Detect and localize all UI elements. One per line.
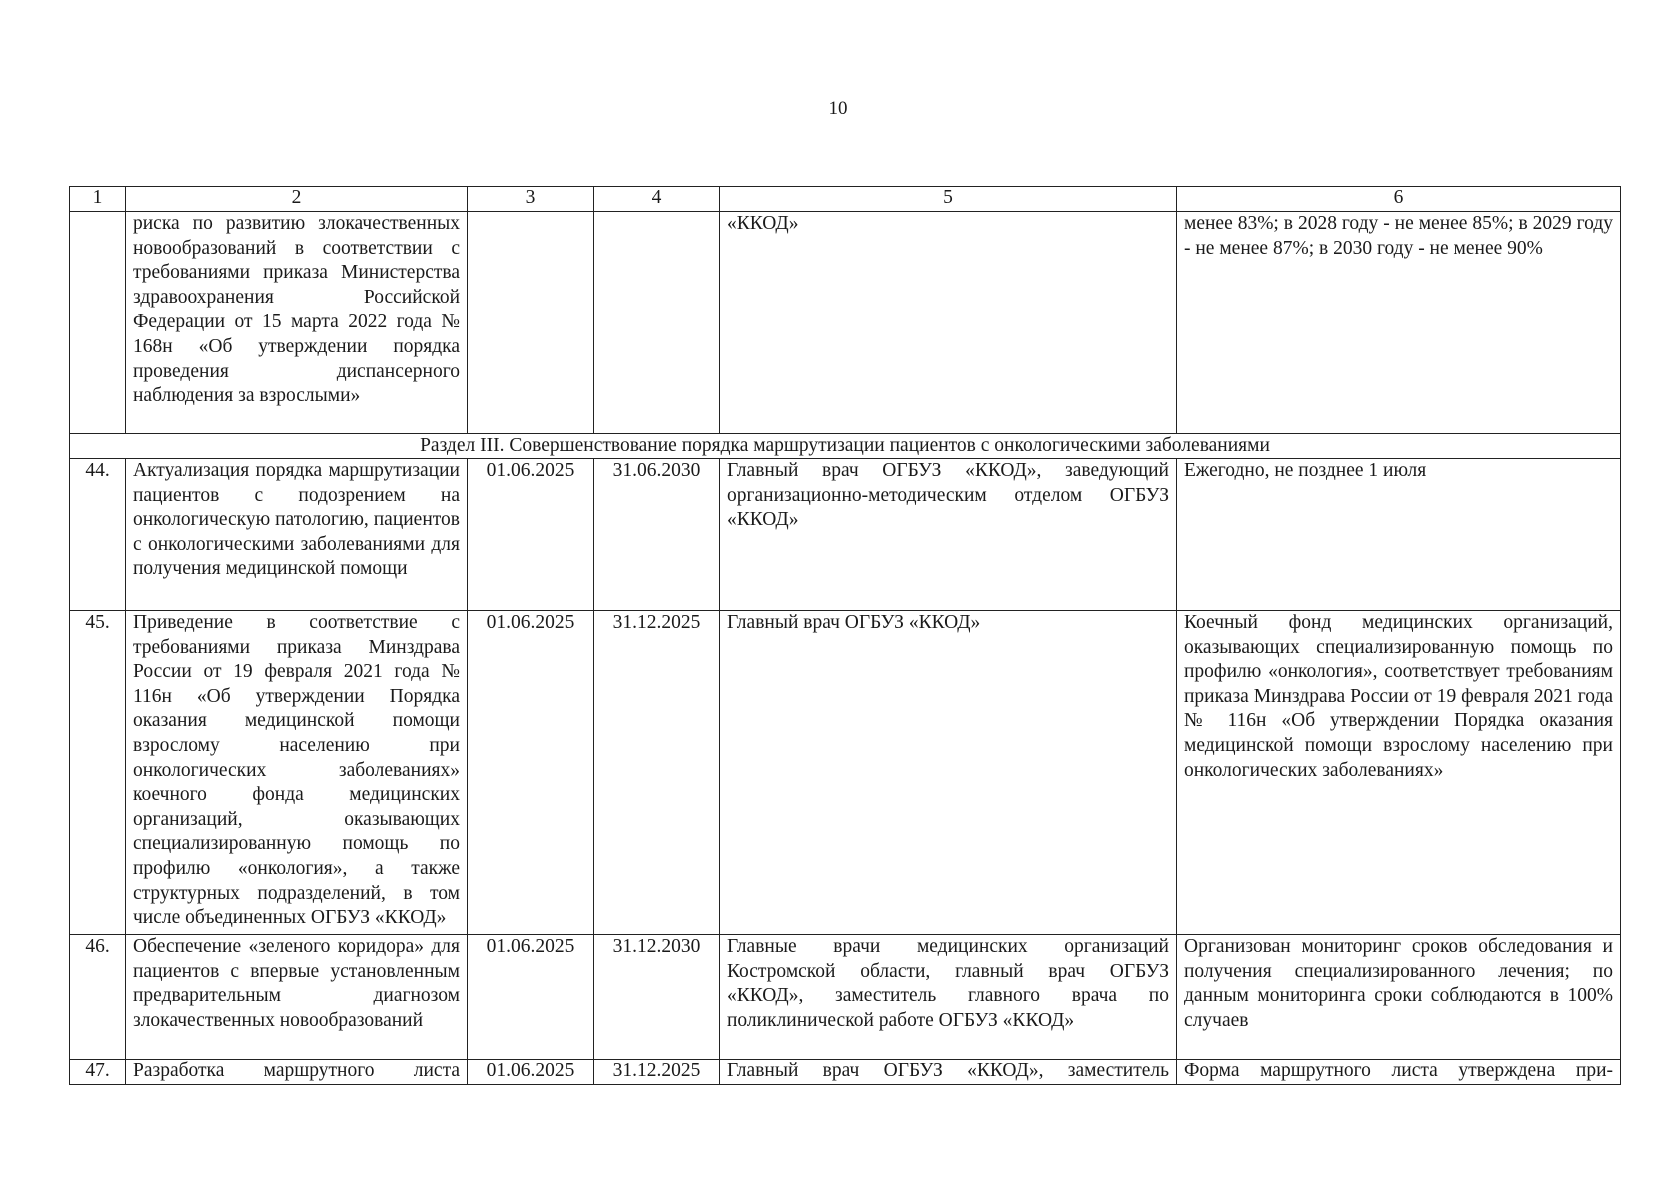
row-number-cell — [70, 212, 126, 434]
table-row — [70, 935, 1621, 1060]
table-header-row — [70, 187, 1621, 212]
task-cell: Приведение в соответствие с требованиями приказа Минздрава России от 19 февраля 2021 года № 116н «Об утверждении Порядка оказания медицинской помощи взрослому населению при онкологических заболеваниях» коечного фонда медицинских организаций, оказывающих специализированную помощь по профилю «онкология», а также структурных подразделений, в том числе объединенных ОГБУЗ «ККОД» — [126, 611, 468, 935]
column-header: 6 — [1177, 187, 1621, 212]
row-number-cell: 47. — [70, 1060, 126, 1085]
row-number-cell: 45. — [70, 611, 126, 935]
responsible-cell: Главный врач ОГБУЗ «ККОД» — [720, 611, 1177, 935]
column-header: 3 — [468, 187, 594, 212]
column-header: 2 — [126, 187, 468, 212]
result-cell: Организован мониторинг сроков обследования и получения специализированного лечения; по данным мониторинга сроки соблюдаются в 100% случаев — [1177, 935, 1621, 1060]
responsible-cell: Главные врачи медицинских организаций Костромской области, главный врач ОГБУЗ «ККОД», заместитель главного врача по поликлинической работе ОГБУЗ «ККОД» — [720, 935, 1177, 1060]
end-date-cell: 31.06.2030 — [594, 459, 720, 611]
column-header: 1 — [70, 187, 126, 212]
column-header: 5 — [720, 187, 1177, 212]
result-cell: Коечный фонд медицинских организаций, оказывающих специализированную помощь по профилю «онкология», соответствует требованиям приказа Минздрава России от 19 февраля 2021 года № 116н «Об утверждении Порядка оказания медицинской помощи взрослому населению при онкологических заболеваниях» — [1177, 611, 1621, 935]
end-date-cell: 31.12.2030 — [594, 935, 720, 1060]
section-title: Раздел III. Совершенствование порядка маршрутизации пациентов с онкологическими заболеваниями — [70, 434, 1621, 459]
start-date-cell — [468, 212, 594, 434]
responsible-cell: Главный врач ОГБУЗ «ККОД», заместитель — [720, 1060, 1177, 1085]
start-date-cell: 01.06.2025 — [468, 1060, 594, 1085]
end-date-cell: 31.12.2025 — [594, 1060, 720, 1085]
table-row — [70, 459, 1621, 611]
column-header: 4 — [594, 187, 720, 212]
row-number-cell: 46. — [70, 935, 126, 1060]
result-cell: Форма маршрутного листа утверждена при- — [1177, 1060, 1621, 1085]
page-number: 10 — [828, 98, 848, 119]
table-row-continued — [70, 212, 1621, 434]
result-cell: Ежегодно, не позднее 1 июля — [1177, 459, 1621, 611]
responsible-cell: «ККОД» — [720, 212, 1177, 434]
start-date-cell: 01.06.2025 — [468, 935, 594, 1060]
task-cell: Актуализация порядка маршрутизации пациентов с подозрением на онкологическую патологию, пациентов с онкологическими заболеваниями для получения медицинской помощи — [126, 459, 468, 611]
table-row — [70, 611, 1621, 935]
responsible-cell: Главный врач ОГБУЗ «ККОД», заведующий организационно-методическим отделом ОГБУЗ «ККОД» — [720, 459, 1177, 611]
task-cell: риска по развитию злокачественных новообразований в соответствии с требованиями приказа Министерства здравоохранения Российской Федерации от 15 марта 2022 года № 168н «Об утверждении порядка проведения диспансерного наблюдения за взрослыми» — [126, 212, 468, 434]
end-date-cell: 31.12.2025 — [594, 611, 720, 935]
table-row — [70, 1060, 1621, 1085]
row-number-cell: 44. — [70, 459, 126, 611]
end-date-cell — [594, 212, 720, 434]
section-row — [70, 434, 1621, 459]
task-cell: Обеспечение «зеленого коридора» для пациентов с впервые установленным предварительным диагнозом злокачественных новообразований — [126, 935, 468, 1060]
result-cell: менее 83%; в 2028 году - не менее 85%; в 2029 году - не менее 87%; в 2030 году - не менее 90% — [1177, 212, 1621, 434]
start-date-cell: 01.06.2025 — [468, 611, 594, 935]
measures-table — [69, 186, 1621, 1085]
task-cell: Разработка маршрутного листа — [126, 1060, 468, 1085]
start-date-cell: 01.06.2025 — [468, 459, 594, 611]
